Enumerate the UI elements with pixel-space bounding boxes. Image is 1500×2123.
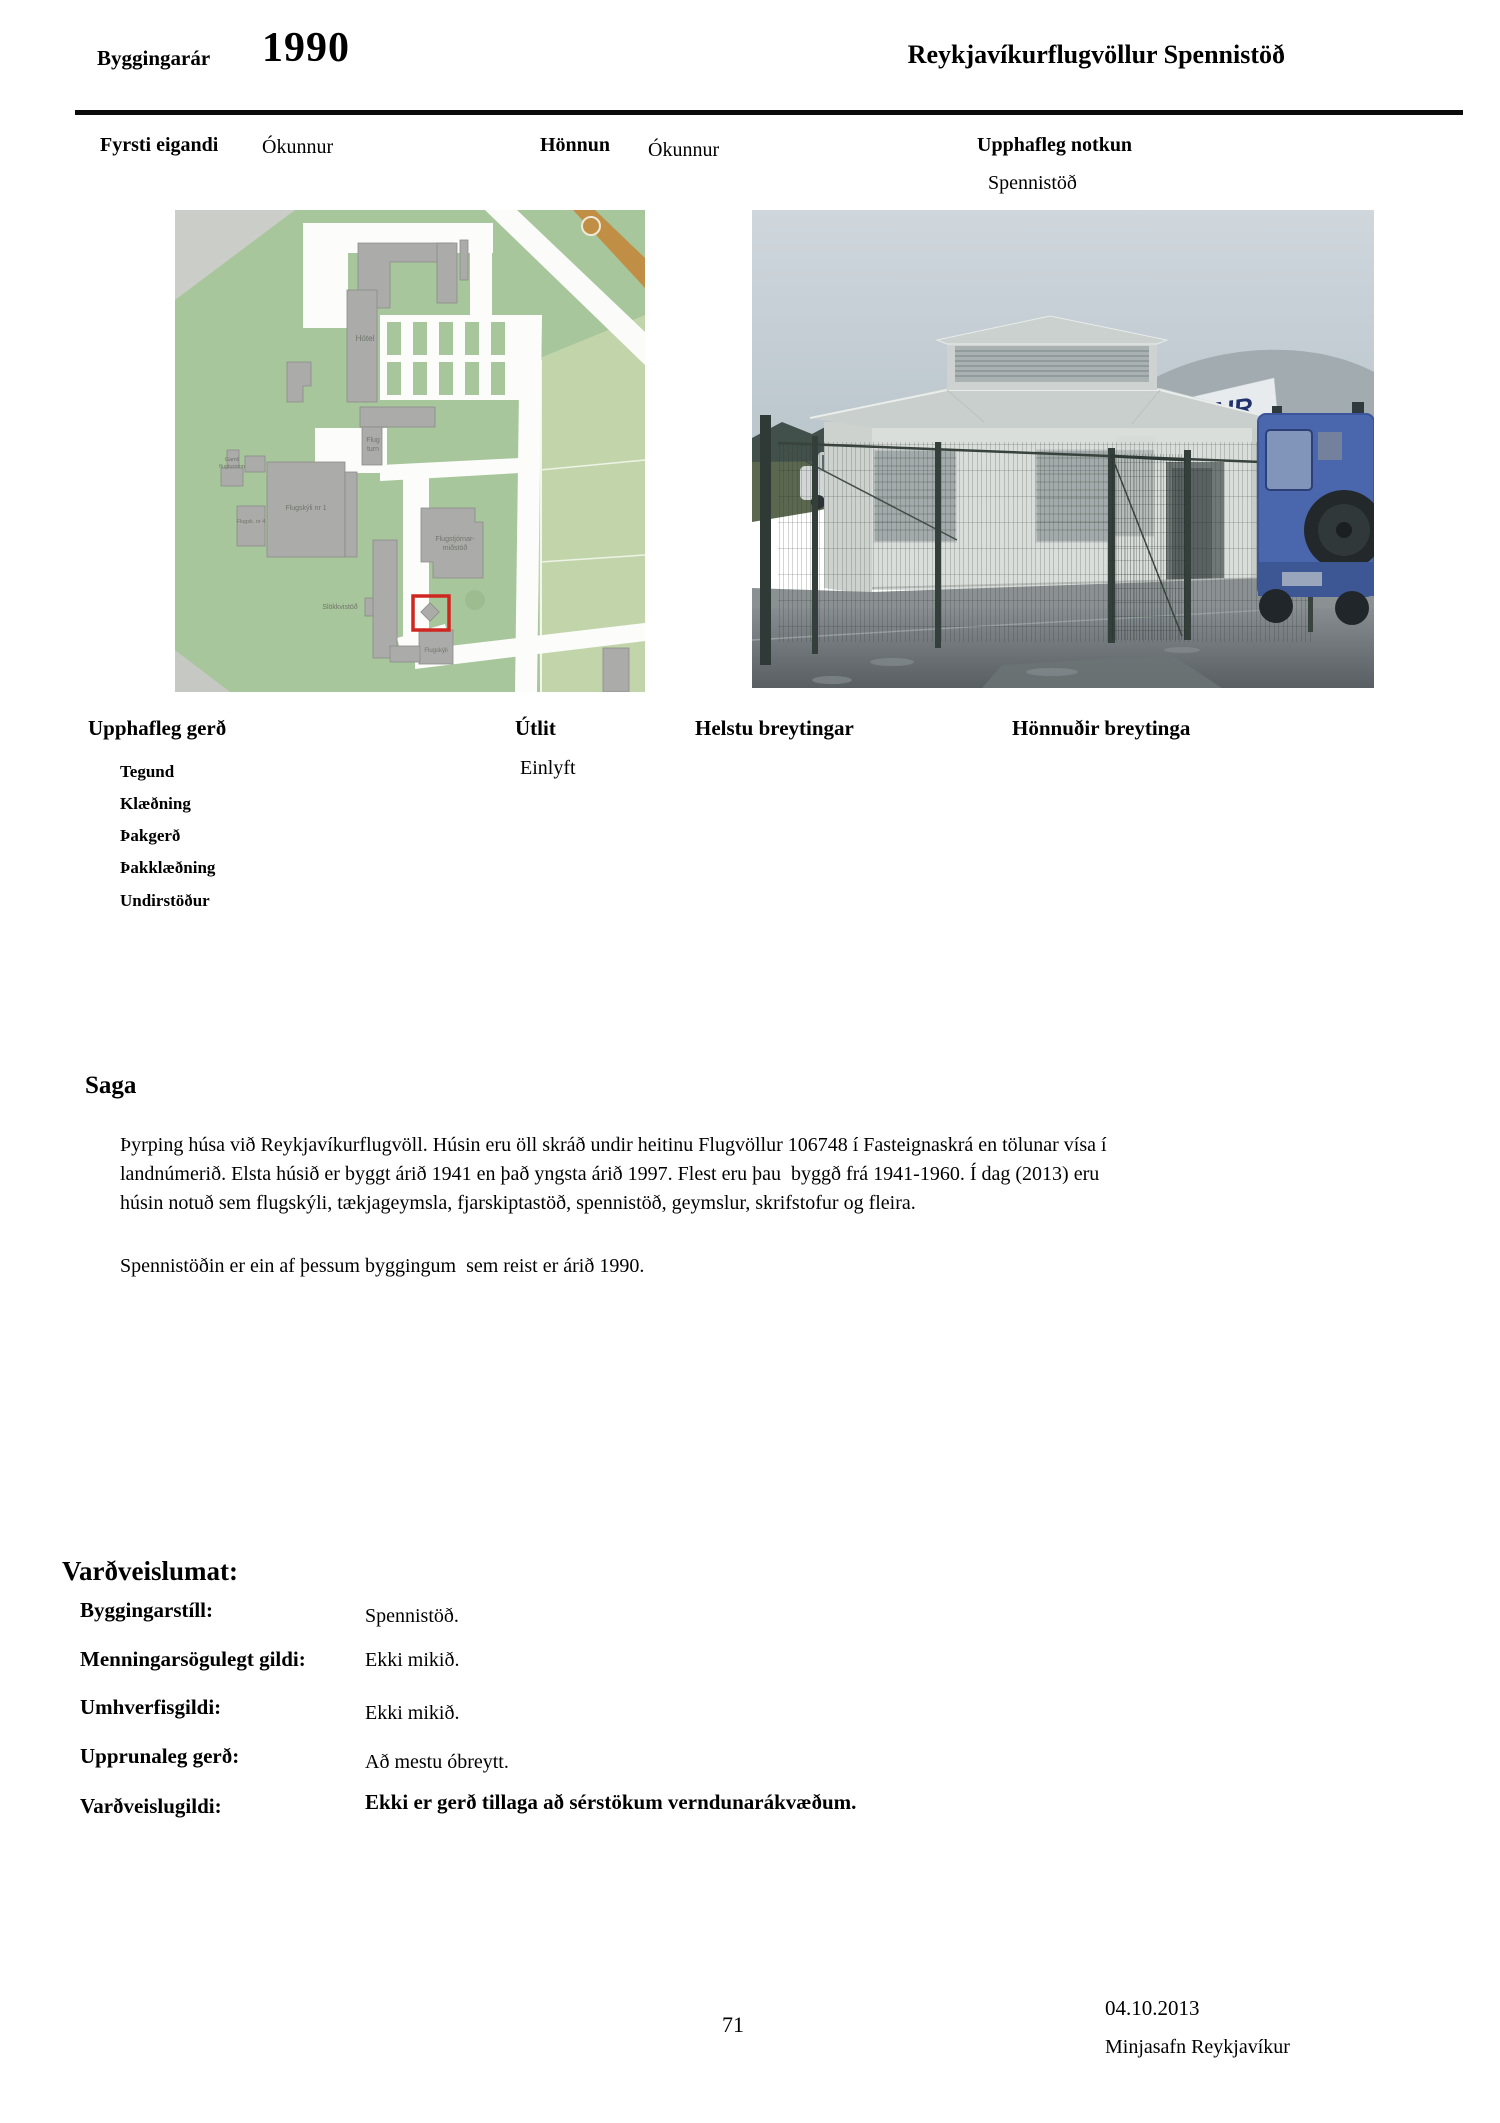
- map-label-flugturn-2: turn: [366, 446, 380, 453]
- sub-label-thakklaedning: Þakklæðning: [120, 858, 216, 877]
- map-roundabout: [582, 217, 600, 235]
- saga-paragraph-line: landnúmerið. Elsta húsið er byggt árið 1941 en það yngsta árið 1997. Flest eru þau byggð frá 1941-1960. Í dag (2013) eru: [120, 1163, 1100, 1185]
- map-label-hotel: Hótel: [355, 334, 375, 343]
- map-label-slokkvistod: Slökkvistöð: [322, 604, 358, 611]
- original-use-value: Spennistöð: [988, 172, 1077, 194]
- building-photo: [752, 210, 1374, 688]
- map-building-slokkvistod: [373, 540, 397, 658]
- map-label-flugskyli-south: Flugskýli: [424, 648, 448, 654]
- assessment-label-upprunaleg: Upprunaleg gerð:: [80, 1744, 240, 1768]
- sub-label-tegund: Tegund: [120, 762, 175, 781]
- assessment-value-upprunaleg: Að mestu óbreytt.: [365, 1751, 509, 1773]
- appearance-value: Einlyft: [520, 757, 576, 779]
- original-use-label: Upphafleg notkun: [977, 134, 1133, 156]
- assessment-value-menningarsogulegt: Ekki mikið.: [365, 1649, 460, 1671]
- site-map-image: [175, 210, 645, 692]
- assessment-label-byggingarstill: Byggingarstíll:: [80, 1598, 214, 1622]
- assessment-label-vardveislugildi: Varðveislugildi:: [80, 1794, 222, 1818]
- map-building-flugskyli-south: [419, 630, 453, 664]
- page-title: Reykjavíkurflugvöllur Spennistöð: [907, 40, 1285, 69]
- main-changes-label: Helstu breytingar: [695, 716, 854, 740]
- map-label-flugstjorn-1: Flugstjórnar-: [435, 536, 475, 543]
- map-tree: [465, 590, 485, 610]
- assessment-label-umhverfisgildi: Umhverfisgildi:: [80, 1695, 222, 1719]
- page-number: 71: [722, 2012, 744, 2037]
- sub-label-thakgerd: Þakgerð: [120, 826, 181, 845]
- building-year-value: 1990: [262, 25, 350, 71]
- map-label-gamli-2: flugturninn: [219, 464, 245, 470]
- saga-paragraph-line: húsin notuð sem flugskýli, tækjageymsla, fjarskiptastöð, spennistöð, geymslur, skrifstofur og fleira.: [120, 1192, 916, 1214]
- photo-fence-post: [760, 415, 771, 665]
- appearance-label: Útlit: [515, 716, 556, 740]
- building-year-label: Byggingarár: [97, 46, 211, 70]
- map-label-flugskyli1: Flugskýli nr 1: [285, 505, 327, 512]
- first-owner-value: Ókunnur: [262, 136, 334, 158]
- map-label-flugsk4-1: Flugsk. nr 4: [236, 519, 266, 525]
- map-label-flugstjorn-2: miðstöð: [442, 545, 468, 552]
- map-label-gamli-1: Gamli: [224, 457, 240, 463]
- design-label: Hönnun: [540, 134, 611, 156]
- footer-date: 04.10.2013: [1105, 1996, 1200, 2020]
- first-owner-label: Fyrsti eigandi: [100, 134, 219, 156]
- assessment-value-umhverfisgildi: Ekki mikið.: [365, 1702, 460, 1724]
- original-form-heading: Upphafleg gerð: [88, 716, 227, 740]
- assessment-heading: Varðveislumat:: [62, 1556, 238, 1586]
- design-value: Ókunnur: [648, 139, 720, 161]
- map-label-flugturn-1: Flug: [366, 437, 380, 444]
- assessment-value-byggingarstill: Spennistöð.: [365, 1605, 459, 1627]
- sub-label-klaedning: Klæðning: [120, 794, 191, 813]
- assessment-label-menningarsogulegt: Menningarsögulegt gildi:: [80, 1647, 306, 1671]
- saga-paragraph-2: Spennistöðin er ein af þessum byggingum sem reist er árið 1990.: [120, 1255, 645, 1277]
- sub-label-undirstodur: Undirstöður: [120, 891, 210, 910]
- saga-heading: Saga: [85, 1072, 137, 1099]
- assessment-value-vardveislugildi: Ekki er gerð tillaga að sérstökum verndunarákvæðum.: [365, 1790, 857, 1814]
- saga-paragraph-line: Þyrping húsa við Reykjavíkurflugvöll. Húsin eru öll skráð undir heitinu Flugvöllur 106748 í Fasteignaskrá en tölunar vísa í: [120, 1134, 1107, 1156]
- footer-source: Minjasafn Reykjavíkur: [1105, 2036, 1290, 2058]
- photo-fence: [760, 415, 1313, 665]
- photo-truck: [1258, 402, 1374, 625]
- change-designers-label: Hönnuðir breytinga: [1012, 716, 1191, 740]
- header-divider: [75, 110, 1463, 115]
